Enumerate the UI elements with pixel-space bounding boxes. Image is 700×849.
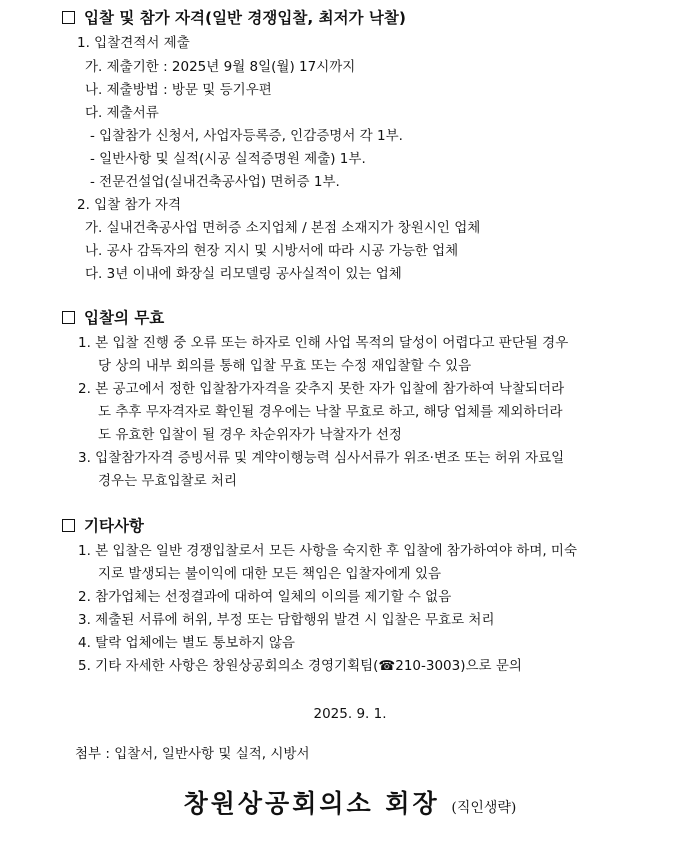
list-item-continuation: 도 추후 무자격자로 확인될 경우에는 낙찰 무효로 하고, 해당 업체를 제외하더라	[98, 404, 563, 420]
list-item: 1. 입찰견적서 제출	[77, 35, 190, 51]
list-item: 3. 제출된 서류에 허위, 부정 또는 담합행위 발견 시 입찰은 무효로 처리	[78, 612, 495, 628]
list-item: 가. 제출기한 : 2025년 9월 8일(월) 17시까지	[85, 59, 356, 75]
list-item: 나. 제출방법 : 방문 및 등기우편	[85, 82, 272, 98]
list-item: 다. 제출서류	[85, 105, 159, 121]
list-item: 1. 본 입찰은 일반 경쟁입찰로서 모든 사항을 숙지한 후 입찰에 참가하여야 하며, 미숙	[78, 543, 578, 559]
list-item: - 전문건설업(실내건축공사업) 면허증 1부.	[90, 174, 340, 190]
list-item-continuation: 당 상의 내부 회의를 통해 입찰 무효 또는 수정 재입찰할 수 있음	[98, 358, 472, 374]
list-item-continuation: 지로 발생되는 불이익에 대한 모든 책임은 입찰자에게 있음	[98, 566, 442, 582]
list-item: 2. 참가업체는 선정결과에 대하여 일체의 이의를 제기할 수 없음	[78, 589, 452, 605]
issuer-signature	[0, 784, 700, 828]
checkbox-square-icon	[62, 519, 75, 532]
seal-note: (직인생략)	[451, 800, 517, 816]
checkbox-square-icon	[62, 311, 75, 324]
list-item: 2. 본 공고에서 정한 입찰참가자격을 갖추지 못한 자가 입찰에 참가하여 낙찰되더라	[78, 381, 565, 397]
list-item: 4. 탈락 업체에는 별도 통보하지 않음	[78, 635, 295, 651]
section-heading-bid-invalidation: 입찰의 무효	[62, 308, 164, 328]
list-item-continuation: 경우는 무효입찰로 처리	[98, 473, 237, 489]
list-item: 2. 입찰 참가 자격	[77, 197, 181, 213]
list-item: 3. 입찰참가자격 증빙서류 및 계약이행능력 심사서류가 위조·변조 또는 허위 자료일	[78, 450, 565, 466]
list-item: - 일반사항 및 실적(시공 실적증명원 제출) 1부.	[90, 151, 366, 167]
list-item: - 입찰참가 신청서, 사업자등록증, 인감증명서 각 1부.	[90, 128, 403, 144]
list-item-continuation: 도 유효한 입찰이 될 경우 차순위자가 낙찰자가 선정	[98, 427, 402, 443]
list-item: 가. 실내건축공사업 면허증 소지업체 / 본점 소재지가 창원시인 업체	[85, 220, 481, 236]
issuer-name: 창원상공회의소 회장	[183, 789, 440, 818]
checkbox-square-icon	[62, 11, 75, 24]
list-item: 1. 본 입찰 진행 중 오류 또는 하자로 인해 사업 목적의 달성이 어렵다고 판단될 경우	[78, 335, 569, 351]
attachment-note: 첨부 : 입찰서, 일반사항 및 실적, 시방서	[75, 746, 310, 762]
section-heading-other-matters: 기타사항	[62, 516, 144, 536]
document-date: 2025. 9. 1.	[313, 706, 387, 722]
section-heading-bid-qualification: 입찰 및 참가 자격(일반 경쟁입찰, 최저가 낙찰)	[62, 8, 406, 28]
list-item: 나. 공사 감독자의 현장 지시 및 시방서에 따라 시공 가능한 업체	[85, 243, 459, 259]
list-item: 다. 3년 이내에 화장실 리모델링 공사실적이 있는 업체	[85, 266, 402, 282]
list-item: 5. 기타 자세한 사항은 창원상공회의소 경영기획팀(☎210-3003)으로 문의	[78, 658, 522, 674]
